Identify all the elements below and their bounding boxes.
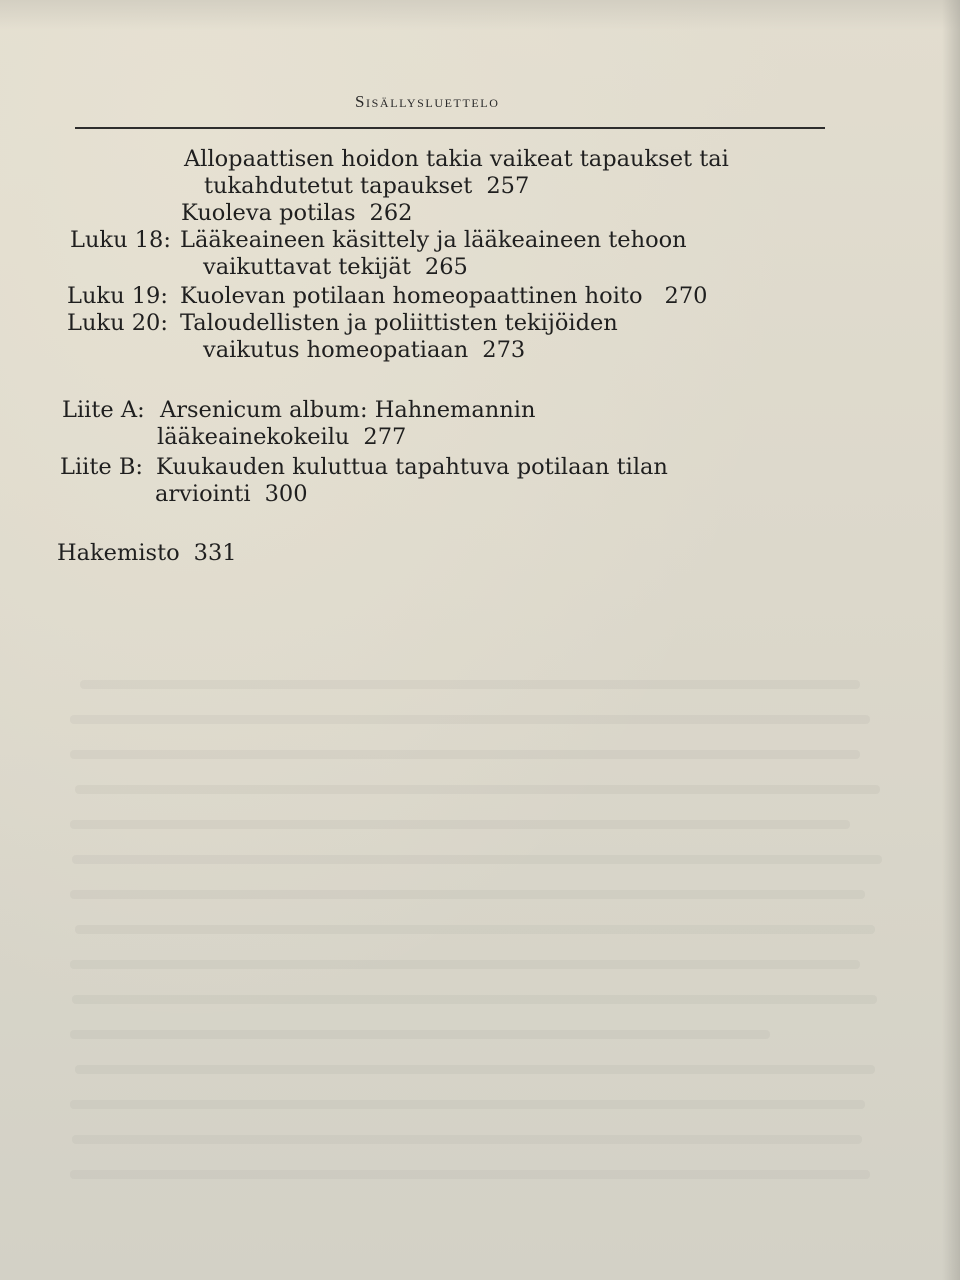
appendix-title: Arsenicum album: Hahnemannin xyxy=(160,397,536,423)
toc-page-number: 273 xyxy=(482,337,526,363)
toc-page-number: 257 xyxy=(486,173,530,199)
chapter-title: Lääkeaineen käsittely ja lääkeaineen tehoon xyxy=(180,227,687,253)
appendix-title-line2 xyxy=(157,424,406,450)
chapter-title-line2 xyxy=(203,337,525,363)
toc-entry-title: Kuoleva potilas xyxy=(181,200,356,226)
chapter-title-cont: vaikuttavat tekijät xyxy=(203,254,411,280)
appendix-label: Liite A: xyxy=(62,397,145,423)
index-title: Hakemisto xyxy=(57,540,180,566)
appendix-title-cont: lääkeainekokeilu xyxy=(157,424,350,450)
toc-entry xyxy=(181,200,412,226)
index-entry xyxy=(57,540,237,566)
running-head: Sisällysluettelo xyxy=(355,92,500,111)
chapter-title-line xyxy=(180,283,707,309)
toc-entry-title-cont: tukahdutetut tapaukset xyxy=(204,173,473,199)
toc-page-number: 277 xyxy=(363,424,407,450)
appendix-title-line2 xyxy=(155,481,308,507)
chapter-label: Luku 18: xyxy=(70,227,171,253)
chapter-label: Luku 19: xyxy=(67,283,168,309)
toc-page-number: 262 xyxy=(369,200,413,226)
chapter-title-line2 xyxy=(203,254,468,280)
appendix-title-cont: arviointi xyxy=(155,481,251,507)
chapter-title: Kuolevan potilaan homeopaattinen hoito xyxy=(180,283,643,309)
toc-page-number: 331 xyxy=(193,540,237,566)
toc-entry-title: Allopaattisen hoidon takia vaikeat tapaukset tai xyxy=(184,146,729,172)
appendix-label: Liite B: xyxy=(60,454,143,480)
show-through-text xyxy=(60,640,920,1240)
appendix-title: Kuukauden kuluttua tapahtuva potilaan tilan xyxy=(156,454,668,480)
chapter-title-cont: vaikutus homeopatiaan xyxy=(203,337,469,363)
chapter-title: Taloudellisten ja poliittisten tekijöiden xyxy=(180,310,618,336)
toc-page-number: 270 xyxy=(664,283,708,309)
chapter-label: Luku 20: xyxy=(67,310,168,336)
toc-entry-line2 xyxy=(204,173,529,199)
toc-page-number: 265 xyxy=(424,254,468,280)
toc-page-number: 300 xyxy=(264,481,308,507)
